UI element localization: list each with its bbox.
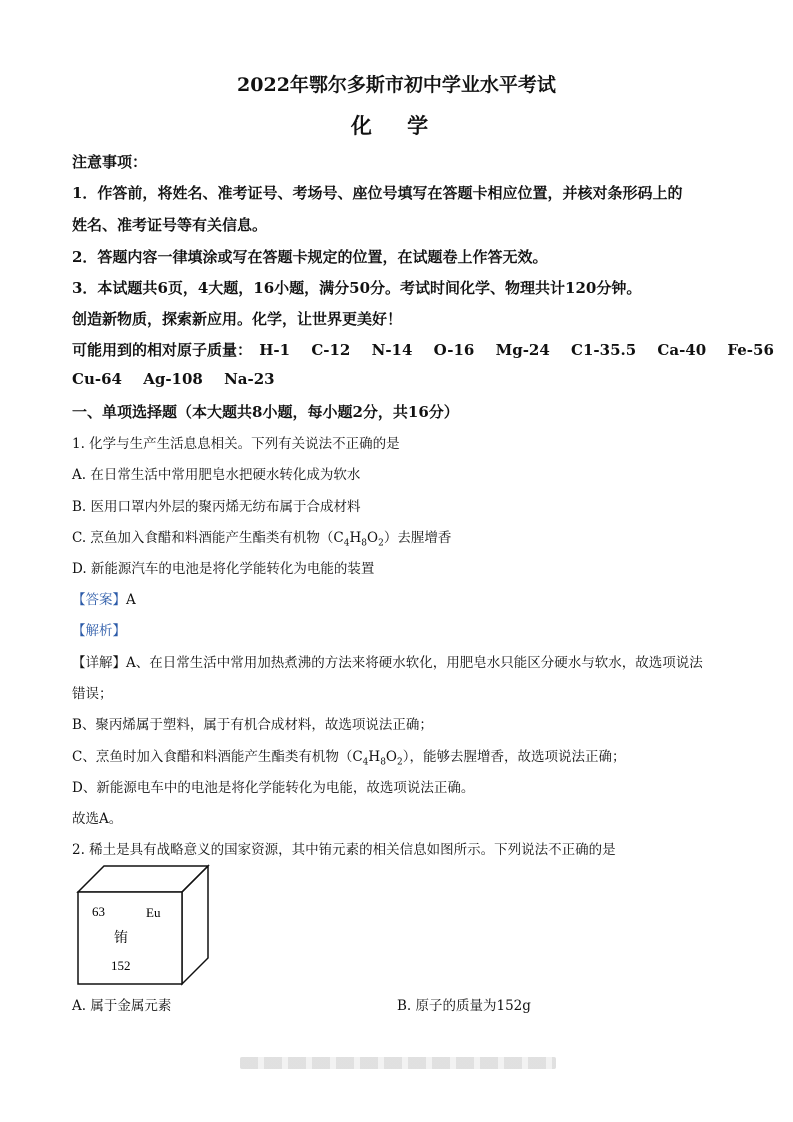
- atomic-mass: Ca-40: [657, 341, 707, 359]
- q1-detail-line-2: 错误；: [72, 686, 113, 702]
- cube-top: [78, 866, 208, 892]
- q2-option-a: A. 属于金属元素: [72, 998, 172, 1014]
- q1-detail-b: B、聚丙烯属于塑料，属于有机合成材料，故选项说法正确；: [72, 717, 433, 733]
- slogan: 创造新物质，探索新应用。化学，让世界更美好！: [72, 310, 403, 328]
- q1-option-d: D. 新能源汽车的电池是将化学能转化为电能的装置: [72, 561, 375, 577]
- atomic-mass: Fe-56: [727, 341, 774, 359]
- detail-c-text: C、烹鱼时加入食醋和料酒能产生酯类有机物（C: [72, 749, 363, 765]
- atomic-mass: C1-35.5: [571, 341, 637, 359]
- notice-item-2: 2．答题内容一律填涂或写在答题卡规定的位置，在试题卷上作答无效。: [72, 248, 548, 266]
- element-cell-figure: [74, 862, 214, 988]
- q2-option-b: B. 原子的质量为152g: [397, 998, 531, 1014]
- q1-detail-d: D、新能源电车中的电池是将化学能转化为电能，故选项说法正确。: [72, 780, 475, 796]
- q1-option-c: C. 烹鱼加入食醋和料酒能产生酯类有机物$(C_4H_8O_2)$去腥增香: [72, 530, 452, 549]
- atomic-mass: Ag-108: [143, 370, 203, 388]
- element-symbol: Eu: [146, 905, 161, 920]
- atomic-mass: N-14: [371, 341, 413, 359]
- subject-title: 化 学: [350, 113, 443, 138]
- q1-option-a: A. 在日常生活中常用肥皂水把硬水转化成为软水: [72, 467, 361, 483]
- q1-stem: 1. 化学与生产生活息息相关。下列有关说法不正确的是: [72, 436, 400, 452]
- answer-value: A: [126, 592, 136, 608]
- atomic-mass: H-1: [259, 341, 291, 359]
- q1-detail-c: C、烹鱼时加入食醋和料酒能产生酯类有机物$(C_4H_8O_2)$，能够去腥增香，故选项说法正确；: [72, 749, 626, 768]
- atomic-number: 63: [92, 904, 105, 919]
- q2-stem: 2. 稀土是具有战略意义的国家资源，其中铕元素的相关信息如图所示。下列说法不正确的是: [72, 842, 616, 858]
- element-name: 铕: [114, 930, 128, 946]
- atomic-mass: Mg-24: [495, 341, 550, 359]
- section-1-heading: 一、单项选择题（本大题共8小题，每小题2分，共16分）: [72, 403, 459, 421]
- cube-side: [182, 866, 208, 984]
- detail-tag: 【详解】: [72, 655, 126, 671]
- detail-c-text-end: ），能够去腥增香，故选项说法正确；: [402, 749, 626, 765]
- atomic-mass-value: 152: [111, 958, 131, 973]
- answer-tag: 【答案】: [72, 592, 126, 608]
- atomic-mass: Cu-64: [72, 370, 122, 388]
- q1-conclusion: 故选A。: [72, 811, 123, 827]
- detail-text: A、在日常生活中常用加热煮沸的方法来将硬水软化，用肥皂水只能区分硬水与软水，故选项说法: [126, 655, 703, 671]
- q1-answer: [72, 588, 136, 608]
- atomic-mass: C-12: [311, 341, 351, 359]
- footer-watermark: [240, 1057, 556, 1069]
- atomic-masses-label: 可能用到的相对原子质量：: [72, 341, 253, 359]
- atomic-mass: Na-23: [224, 370, 275, 388]
- notice-item-3: 3．本试题共6页，4大题，16小题，满分50分。考试时间化学、物理共计120分钟。: [72, 279, 642, 297]
- notice-item-1-cont: 姓名、准考证号等有关信息。: [72, 216, 268, 234]
- q1-detail-line-1: [72, 651, 703, 671]
- notice-item-1: 1．作答前，将姓名、准考证号、考场号、座位号填写在答题卡相应位置，并核对条形码上的: [72, 184, 683, 202]
- notice-heading: 注意事项：: [72, 153, 148, 171]
- analysis-tag: 【解析】: [72, 623, 126, 639]
- atomic-mass: O-16: [433, 341, 475, 359]
- q1-option-c-text-end: ）去腥增香: [383, 530, 452, 546]
- q1-option-c-text: C. 烹鱼加入食醋和料酒能产生酯类有机物（C: [72, 530, 344, 546]
- atomic-masses-row-1: [72, 339, 774, 360]
- q1-option-b: B. 医用口罩内外层的聚丙烯无纺布属于合成材料: [72, 499, 361, 515]
- atomic-masses-row-2: [72, 370, 291, 388]
- exam-title: 2022年鄂尔多斯市初中学业水平考试: [237, 74, 556, 96]
